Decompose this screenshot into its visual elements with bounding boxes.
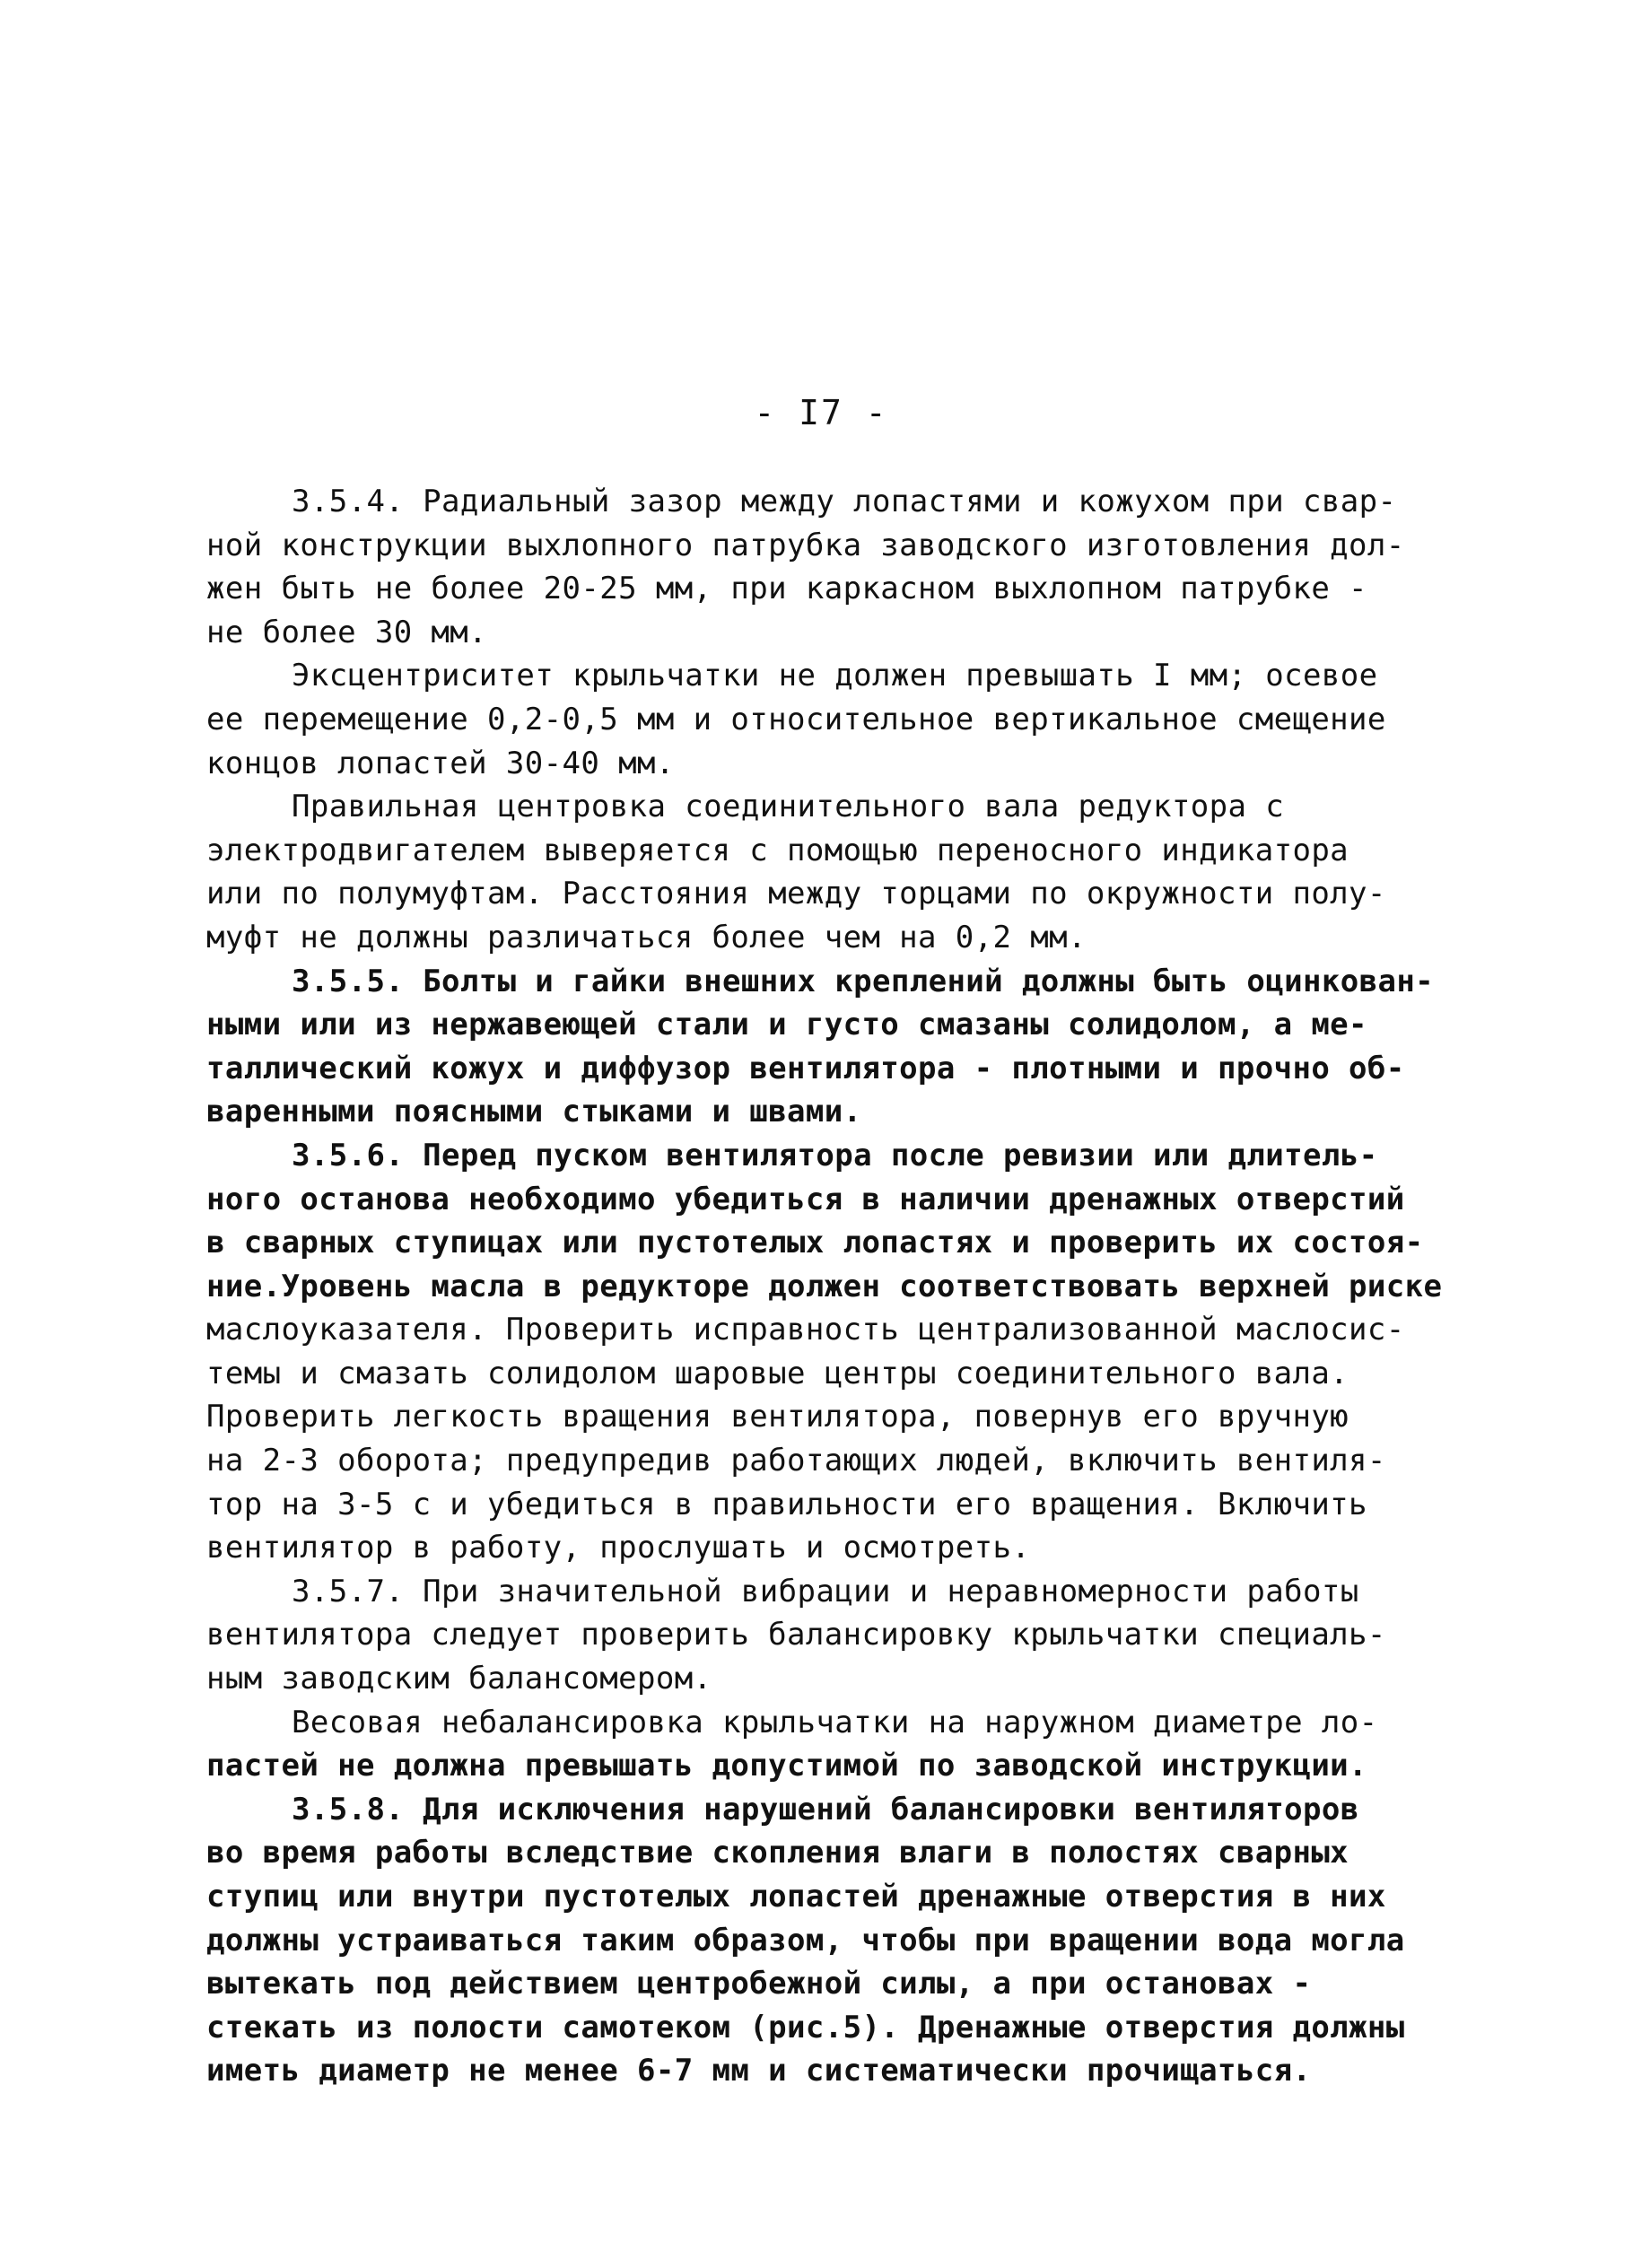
text-line: 3.5.5. Болты и гайки внешних креплений должны быть оцинкован- xyxy=(292,963,1435,999)
text-line: пастей не должна превышать допустимой по заводской инструкции. xyxy=(206,1748,1367,1784)
text-line: муфт не должны различаться более чем на 0,2 мм. xyxy=(206,919,1087,955)
text-line: ной конструкции выхлопного патрубка заводского изготовления дол- xyxy=(206,527,1405,563)
text-line: 3.5.7. При значительной вибрации и неравномерности работы xyxy=(292,1573,1359,1609)
text-line: тор на 3-5 с и убедиться в правильности его вращения. Включить xyxy=(206,1486,1367,1522)
text-line: стекать из полости самотеком (рис.5). Дренажные отверстия должны xyxy=(206,2009,1405,2046)
text-line: на 2-3 оборота; предупредив работающих людей, включить вентиля- xyxy=(206,1443,1386,1479)
text-line: вентилятор в работу, прослушать и осмотреть. xyxy=(206,1530,1031,1566)
text-line: иметь диаметр не менее 6-7 мм и систематически прочищаться. xyxy=(206,2053,1312,2089)
text-line: в сварных ступицах или пустотелых лопастях и проверить их состоя- xyxy=(206,1225,1424,1261)
text-line: концов лопастей 30-40 мм. xyxy=(206,745,675,781)
text-line: маслоуказателя. Проверить исправность централизованной маслосис- xyxy=(206,1312,1405,1348)
text-line: ными или из нержавеющей стали и густо смазаны солидолом, а ме- xyxy=(206,1007,1367,1043)
text-line: 3.5.4. Радиальный зазор между лопастями и кожухом при свар- xyxy=(292,484,1397,519)
text-line: не более 30 мм. xyxy=(206,614,488,650)
text-line: ние.Уровень масла в редукторе должен соответствовать верхней риске xyxy=(206,1268,1443,1304)
text-line: Эксцентриситет крыльчатки не должен превышать I мм; осевое xyxy=(292,658,1378,694)
text-line: темы и смазать солидолом шаровые центры соединительного вала. xyxy=(206,1355,1349,1391)
text-line: во время работы вследствие скопления влаги в полостях сварных xyxy=(206,1835,1349,1871)
text-line: Проверить легкость вращения вентилятора, повернув его вручную xyxy=(206,1399,1349,1435)
text-line: варенными поясными стыками и швами. xyxy=(206,1094,862,1130)
text-line: жен быть не более 20-25 мм, при каркасном выхлопном патрубке - xyxy=(206,571,1367,607)
text-line: Правильная центровка соединительного вала редуктора с xyxy=(292,789,1285,825)
text-line: вентилятора следует проверить балансировку крыльчатки специаль- xyxy=(206,1617,1386,1653)
text-line: ступиц или внутри пустотелых лопастей дренажные отверстия в них xyxy=(206,1879,1386,1915)
text-line: 3.5.6. Перед пуском вентилятора после ревизии или длитель- xyxy=(292,1137,1378,1173)
text-line: 3.5.8. Для исключения нарушений балансировки вентиляторов xyxy=(292,1791,1359,1827)
text-line: или по полумуфтам. Расстояния между торцами по окружности полу- xyxy=(206,876,1386,912)
text-line: должны устраиваться таким образом, чтобы при вращении вода могла xyxy=(206,1922,1405,1958)
text-line: электродвигателем выверяется с помощью переносного индикатора xyxy=(206,832,1349,868)
page-number: - I7 - xyxy=(754,393,888,432)
text-line: Весовая небалансировка крыльчатки на наружном диаметре ло- xyxy=(292,1704,1378,1740)
document-body xyxy=(206,480,1443,2093)
text-line: вытекать под действием центробежной силы, а при остановах - xyxy=(206,1966,1312,2002)
text-line: ным заводским балансомером. xyxy=(206,1661,712,1697)
text-line: ного останова необходимо убедиться в наличии дренажных отверстий xyxy=(206,1181,1405,1217)
text-line: таллический кожух и диффузор вентилятора - плотными и прочно об- xyxy=(206,1050,1405,1086)
text-line: ее перемещение 0,2-0,5 мм и относительное вертикальное смещение xyxy=(206,701,1386,737)
